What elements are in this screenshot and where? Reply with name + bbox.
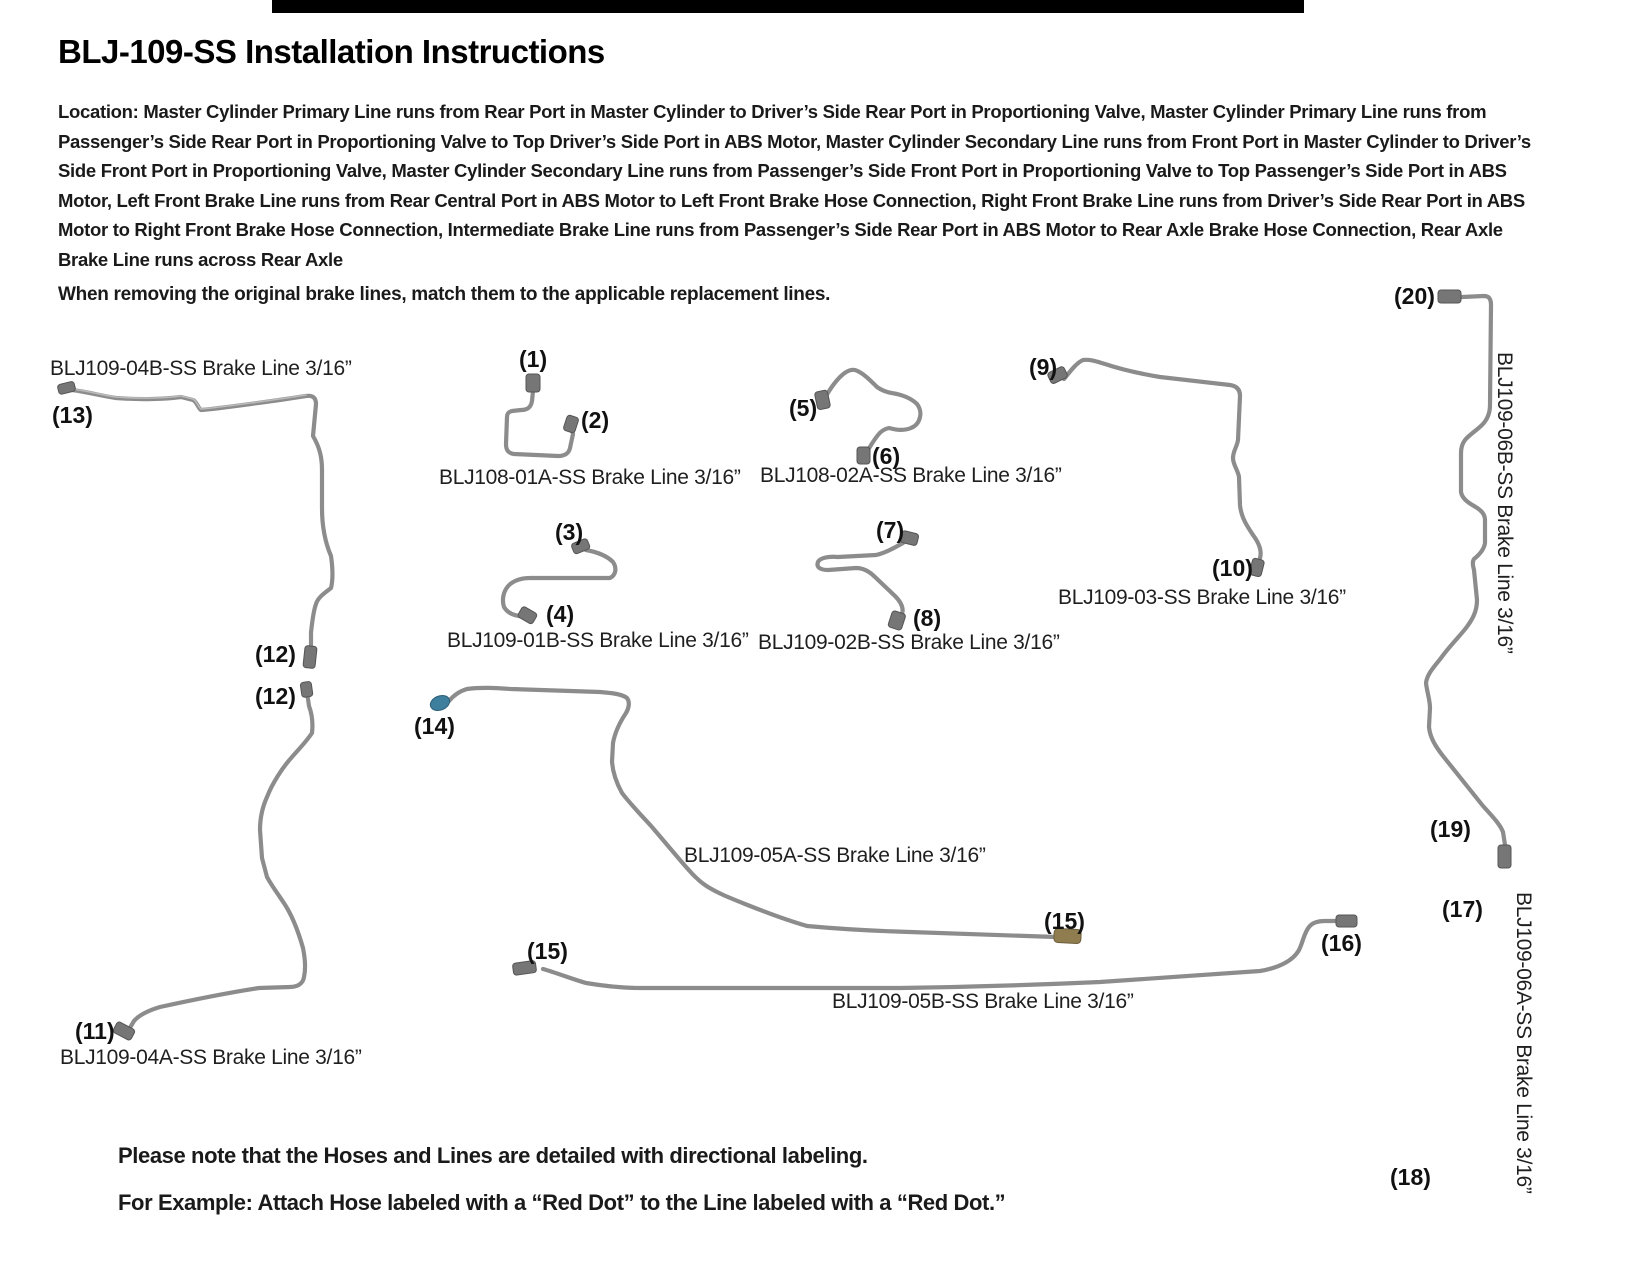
part-label: BLJ109-06A-SS Brake Line 3/16” — [1512, 892, 1535, 1194]
fitting-16 — [1336, 915, 1357, 927]
callout-number: (17) — [1442, 896, 1483, 922]
fitting-4 — [517, 606, 538, 625]
callout-number: (15) — [527, 938, 568, 964]
brake-line-04a — [112, 681, 313, 1041]
fitting-12-upper — [303, 645, 317, 668]
callout-number: (7) — [876, 517, 905, 543]
part-label: BLJ109-04A-SS Brake Line 3/16” — [60, 1046, 362, 1069]
fitting-12-lower — [300, 681, 313, 697]
callout-number: (11) — [75, 1018, 115, 1044]
callout-number: (18) — [1390, 1164, 1431, 1190]
part-label: BLJ109-01B-SS Brake Line 3/16” — [447, 629, 749, 652]
callout-number: (5) — [789, 395, 818, 421]
part-label: BLJ109-04B-SS Brake Line 3/16” — [50, 357, 352, 380]
removal-note: When removing the original brake lines, match them to the applicable replacement lines. — [58, 284, 831, 305]
callout-number: (2) — [581, 407, 610, 433]
fitting-1 — [526, 374, 540, 392]
fitting-14-teal — [428, 693, 452, 713]
fitting-20 — [1438, 290, 1461, 303]
location-line: Brake Line runs across Rear Axle — [58, 248, 343, 270]
fitting-13 — [57, 381, 76, 395]
location-line: Motor, Left Front Brake Line runs from Rear Central Port in ABS Motor to Left Front Brake Hose Connection, Right Front Brake Line runs from Driver’s Side Rear Port in ABS — [58, 189, 1525, 211]
callout-number: (13) — [52, 402, 93, 428]
footer-note-2: For Example: Attach Hose labeled with a “Red Dot” to the Line labeled with a “Red Dot.” — [118, 1190, 1006, 1215]
part-label: BLJ109-05B-SS Brake Line 3/16” — [832, 990, 1134, 1013]
callout-number: (12) — [255, 683, 296, 709]
location-line: Side Front Port in Proportioning Valve, Master Cylinder Secondary Line runs from Passenger’s Side Front Port in Proportioning Valve to Top Passenger’s Side Port in ABS — [58, 160, 1507, 181]
callout-number: (20) — [1394, 283, 1435, 309]
callout-number: (10) — [1212, 555, 1253, 581]
part-label: BLJ108-01A-SS Brake Line 3/16” — [439, 466, 741, 489]
brake-line-03 — [1047, 360, 1265, 577]
part-label: BLJ109-03-SS Brake Line 3/16” — [1058, 586, 1346, 609]
fitting-6 — [857, 447, 870, 464]
location-line: Passenger’s Side Rear Port in Proportioning Valve to Top Driver’s Side Port in ABS Motor, Master Cylinder Secondary Line runs from Front Port in Master Cylinder to Driver’s — [58, 130, 1531, 152]
brake-line-02b — [817, 530, 919, 630]
callout-number: (6) — [872, 443, 901, 469]
brake-line-01a — [506, 374, 579, 456]
brake-line-05a — [428, 688, 1081, 944]
callout-number: (16) — [1321, 930, 1362, 956]
fitting-8 — [888, 610, 907, 630]
location-line: Motor to Right Front Brake Hose Connection, Intermediate Brake Line runs from Passenger’s Side Rear Port in ABS Motor to Rear Axle Brake Hose Connection, Rear Axle — [58, 219, 1503, 240]
callout-number: (19) — [1430, 816, 1471, 842]
page-title: BLJ-109-SS Installation Instructions — [58, 33, 605, 70]
callout-number: (1) — [519, 346, 548, 372]
footer-note-1: Please note that the Hoses and Lines are detailed with directional labeling. — [118, 1143, 868, 1168]
brake-line-05b — [512, 915, 1357, 988]
fitting-17 — [1498, 845, 1511, 868]
brake-line-02a — [814, 370, 920, 464]
brake-line-04b — [57, 381, 332, 669]
callout-number: (15) — [1044, 908, 1085, 934]
callout-number: (8) — [913, 605, 942, 631]
location-line: Location: Master Cylinder Primary Line runs from Rear Port in Master Cylinder to Driver’s Side Rear Port in Proportioning Valve, Master Cylinder Primary Line runs from — [58, 101, 1487, 122]
callout-number: (4) — [546, 601, 575, 627]
part-label: BLJ109-06B-SS Brake Line 3/16” — [1493, 352, 1516, 654]
fitting-2 — [563, 415, 579, 434]
part-label: BLJ109-05A-SS Brake Line 3/16” — [684, 844, 986, 867]
callout-number: (14) — [414, 713, 455, 739]
callout-number: (12) — [255, 641, 296, 667]
part-label: BLJ109-02B-SS Brake Line 3/16” — [758, 631, 1060, 654]
callout-number: (3) — [555, 519, 584, 545]
callout-number: (9) — [1029, 354, 1058, 380]
part-label: BLJ108-02A-SS Brake Line 3/16” — [760, 464, 1062, 487]
